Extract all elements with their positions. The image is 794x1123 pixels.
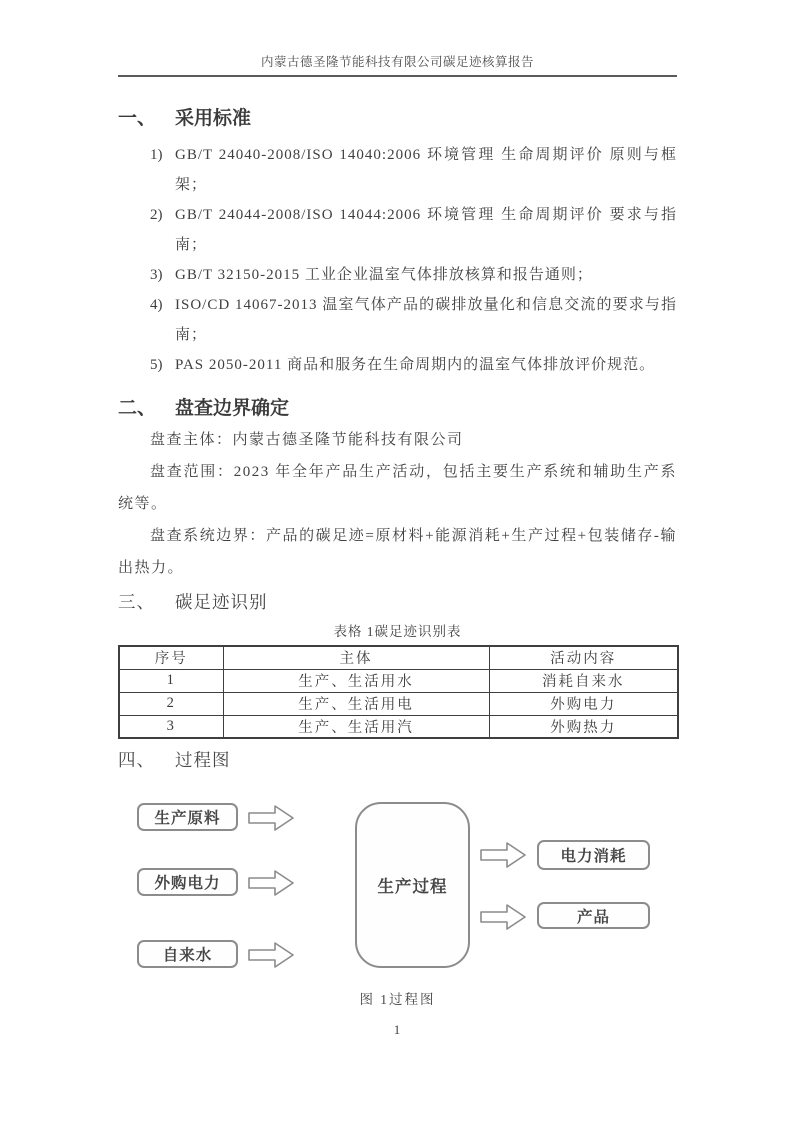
section-number: 三、 — [118, 592, 155, 612]
table-cell: 3 — [119, 715, 223, 738]
footprint-identification-table — [118, 645, 679, 739]
table-cell: 外购热力 — [489, 715, 678, 738]
list-item-text: PAS 2050-2011 商品和服务在生命周期内的温室气体排放评价规范。 — [175, 357, 656, 373]
table-cell: 消耗自来水 — [489, 669, 678, 692]
paragraph: 盘查范围：2023 年全年产品生产活动，包括主要生产系统和辅助生产系统等。 — [118, 464, 677, 512]
list-item — [118, 200, 677, 260]
section-title: 采用标准 — [175, 108, 252, 129]
flow-arrow-icon — [248, 805, 294, 831]
running-header-title: 内蒙古德圣隆节能科技有限公司碳足迹核算报告 — [260, 55, 534, 69]
table-header-row — [119, 646, 678, 669]
section-title: 盘查边界确定 — [175, 398, 290, 419]
table-cell: 外购电力 — [489, 692, 678, 715]
section-heading-2 — [118, 393, 289, 420]
table-row — [119, 692, 678, 715]
table-row — [119, 669, 678, 692]
diagram-input-box: 自来水 — [137, 940, 238, 968]
section-heading-1 — [118, 103, 251, 130]
content-column — [118, 0, 677, 1123]
flow-arrow-icon — [248, 870, 294, 896]
boundary-paragraphs — [118, 424, 677, 584]
table-cell: 2 — [119, 692, 223, 715]
table-cell: 生产、生活用电 — [223, 692, 489, 715]
process-flow-diagram — [118, 795, 677, 981]
flow-arrow-icon — [248, 942, 294, 968]
section-heading-3 — [118, 589, 268, 614]
list-item-text: GB/T 24040-2008/ISO 14040:2006 环境管理 生命周期评价 原则与框架； — [175, 147, 677, 193]
table-row — [119, 715, 678, 738]
diagram-process-box: 生产过程 — [355, 802, 470, 968]
flow-arrow-icon — [480, 842, 526, 868]
list-item-text: GB/T 32150-2015 工业企业温室气体排放核算和报告通则； — [175, 267, 593, 283]
section-heading-4 — [118, 747, 231, 772]
list-item-number: 3) — [150, 267, 163, 283]
table-cell: 生产、生活用水 — [223, 669, 489, 692]
diagram-output-box: 电力消耗 — [537, 840, 650, 870]
diagram-input-box: 外购电力 — [137, 868, 238, 896]
list-item-text: ISO/CD 14067-2013 温室气体产品的碳排放量化和信息交流的要求与指南； — [175, 297, 677, 343]
section-title: 过程图 — [175, 750, 231, 770]
list-item — [118, 350, 677, 380]
section-title: 碳足迹识别 — [175, 592, 268, 612]
list-item — [118, 140, 677, 200]
page-number: 1 — [393, 1022, 401, 1037]
section-number: 一、 — [118, 108, 157, 129]
column-header: 主体 — [223, 646, 489, 669]
list-item-number: 5) — [150, 357, 163, 373]
list-item-number: 4) — [150, 297, 163, 313]
figure-caption: 图 1过程图 — [359, 992, 436, 1007]
list-item-number: 1) — [150, 147, 163, 163]
list-item — [118, 290, 677, 350]
diagram-output-box: 产品 — [537, 902, 650, 929]
table-caption: 表格 1碳足迹识别表 — [333, 624, 462, 639]
list-item-text: GB/T 24044-2008/ISO 14044:2006 环境管理 生命周期评价 要求与指南； — [175, 207, 677, 253]
column-header: 序号 — [119, 646, 223, 669]
section-number: 二、 — [118, 398, 157, 419]
paragraph: 盘查主体：内蒙古德圣隆节能科技有限公司 — [150, 432, 464, 448]
list-item — [118, 260, 677, 290]
standards-list — [118, 140, 677, 380]
table-cell: 1 — [119, 669, 223, 692]
section-number: 四、 — [118, 750, 155, 770]
list-item-number: 2) — [150, 207, 163, 223]
diagram-input-box: 生产原料 — [137, 803, 238, 831]
column-header: 活动内容 — [489, 646, 678, 669]
paragraph: 盘查系统边界：产品的碳足迹=原材料+能源消耗+生产过程+包装储存-输出热力。 — [118, 528, 677, 576]
flow-arrow-icon — [480, 904, 526, 930]
table-cell: 生产、生活用汽 — [223, 715, 489, 738]
